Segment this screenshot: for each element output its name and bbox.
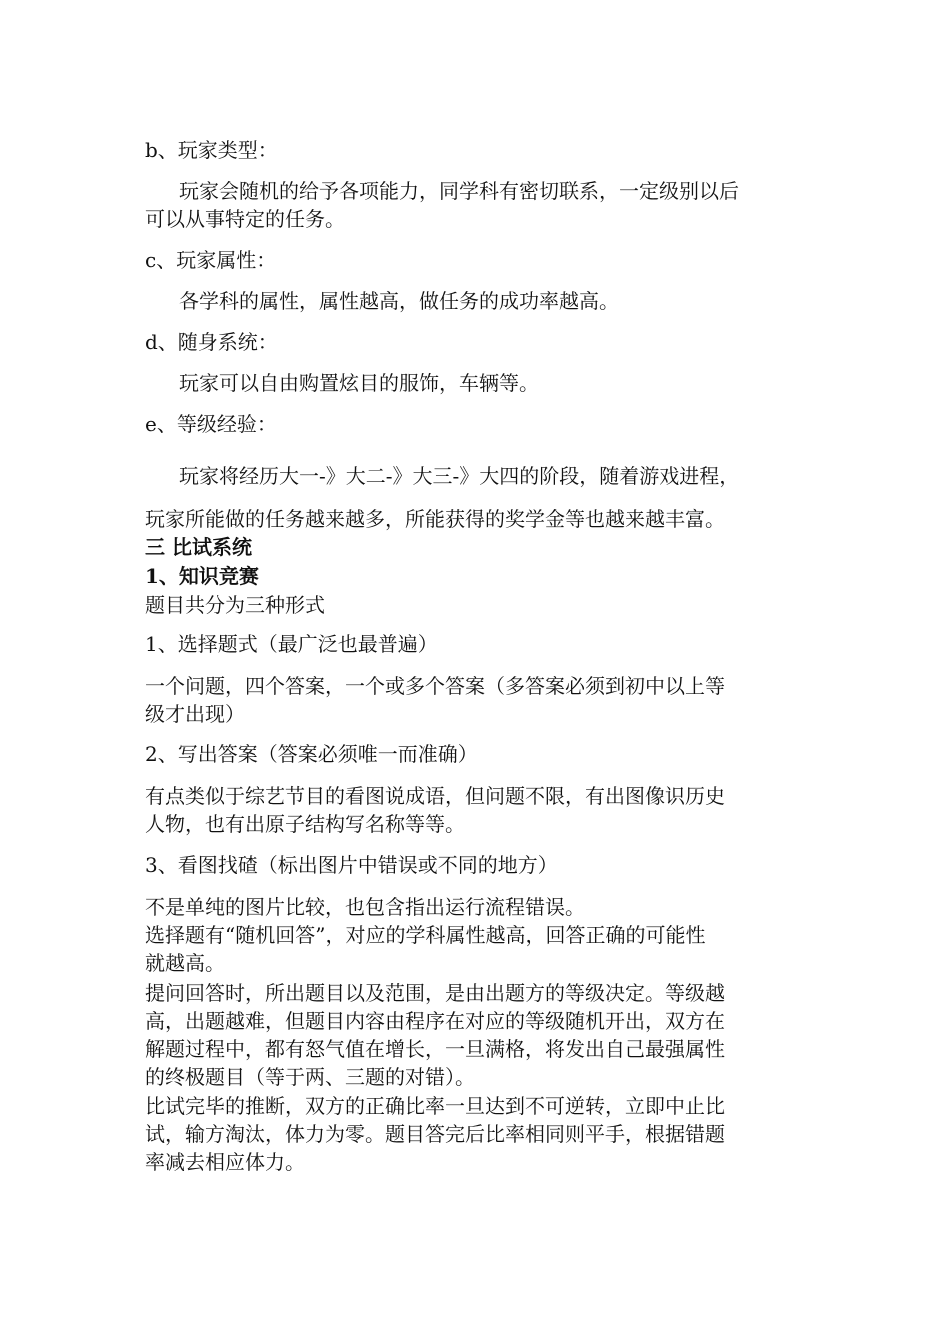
rule-2-line-2: 高，出题越难，但题目内容由程序在对应的等级随机开出，双方在 (145, 1009, 725, 1033)
b-body-line-1: 玩家会随机的给予各项能力，同学科有密切联系，一定级别以后 (179, 179, 739, 203)
type-2-heading: 2、写出答案（答案必须唯一而准确） (145, 742, 478, 766)
rule-2-line-1: 提问回答时，所出题目以及范围，是由出题方的等级决定。等级越 (145, 981, 725, 1005)
type-2-body-line-1: 有点类似于综艺节目的看图说成语，但问题不限，有出图像识历史 (145, 784, 725, 808)
b-heading: b、玩家类型： (145, 138, 278, 162)
c-heading: c、玩家属性： (145, 248, 277, 272)
type-1-body-line-2: 级才出现） (145, 702, 245, 726)
type-1-body-line-1: 一个问题，四个答案，一个或多个答案（多答案必须到初中以上等 (145, 674, 725, 698)
rule-3-line-1: 比试完毕的推断，双方的正确比率一旦达到不可逆转，立即中止比 (145, 1094, 725, 1118)
type-1-heading: 1、选择题式（最广泛也最普遍） (145, 632, 438, 656)
e-heading: e、等级经验： (145, 412, 277, 436)
chapter-subtitle: 1、知识竞赛 (145, 564, 259, 588)
rule-3-line-3: 率减去相应体力。 (145, 1150, 305, 1174)
e-body-line-2: 玩家所能做的任务越来越多，所能获得的奖学金等也越来越丰富。 (145, 507, 725, 531)
d-body: 玩家可以自由购置炫目的服饰，车辆等。 (179, 371, 539, 395)
rule-3-line-2: 试，输方淘汰，体力为零。题目答完后比率相同则平手，根据错题 (145, 1122, 725, 1146)
type-3-heading: 3、看图找碴（标出图片中错误或不同的地方） (145, 853, 558, 877)
type-2-body-line-2: 人物，也有出原子结构写名称等等。 (145, 812, 465, 836)
d-heading: d、随身系统： (145, 330, 278, 354)
type-3-body: 不是单纯的图片比较，也包含指出运行流程错误。 (145, 895, 585, 919)
rule-2-line-4: 的终极题目（等于两、三题的对错）。 (145, 1065, 475, 1089)
b-body-line-2: 可以从事特定的任务。 (145, 207, 345, 231)
c-body: 各学科的属性，属性越高，做任务的成功率越高。 (179, 289, 619, 313)
rule-2-line-3: 解题过程中，都有怒气值在增长，一旦满格，将发出自己最强属性 (145, 1037, 725, 1061)
chapter-intro: 题目共分为三种形式 (145, 593, 325, 617)
chapter-title: 三 比试系统 (145, 535, 252, 559)
rule-1-line-1: 选择题有“随机回答”，对应的学科属性越高，回答正确的可能性 (145, 923, 706, 947)
rule-1-line-2: 就越高。 (145, 951, 225, 975)
e-body-line-1: 玩家将经历大一-》大二-》大三-》大四的阶段，随着游戏进程， (179, 464, 740, 488)
